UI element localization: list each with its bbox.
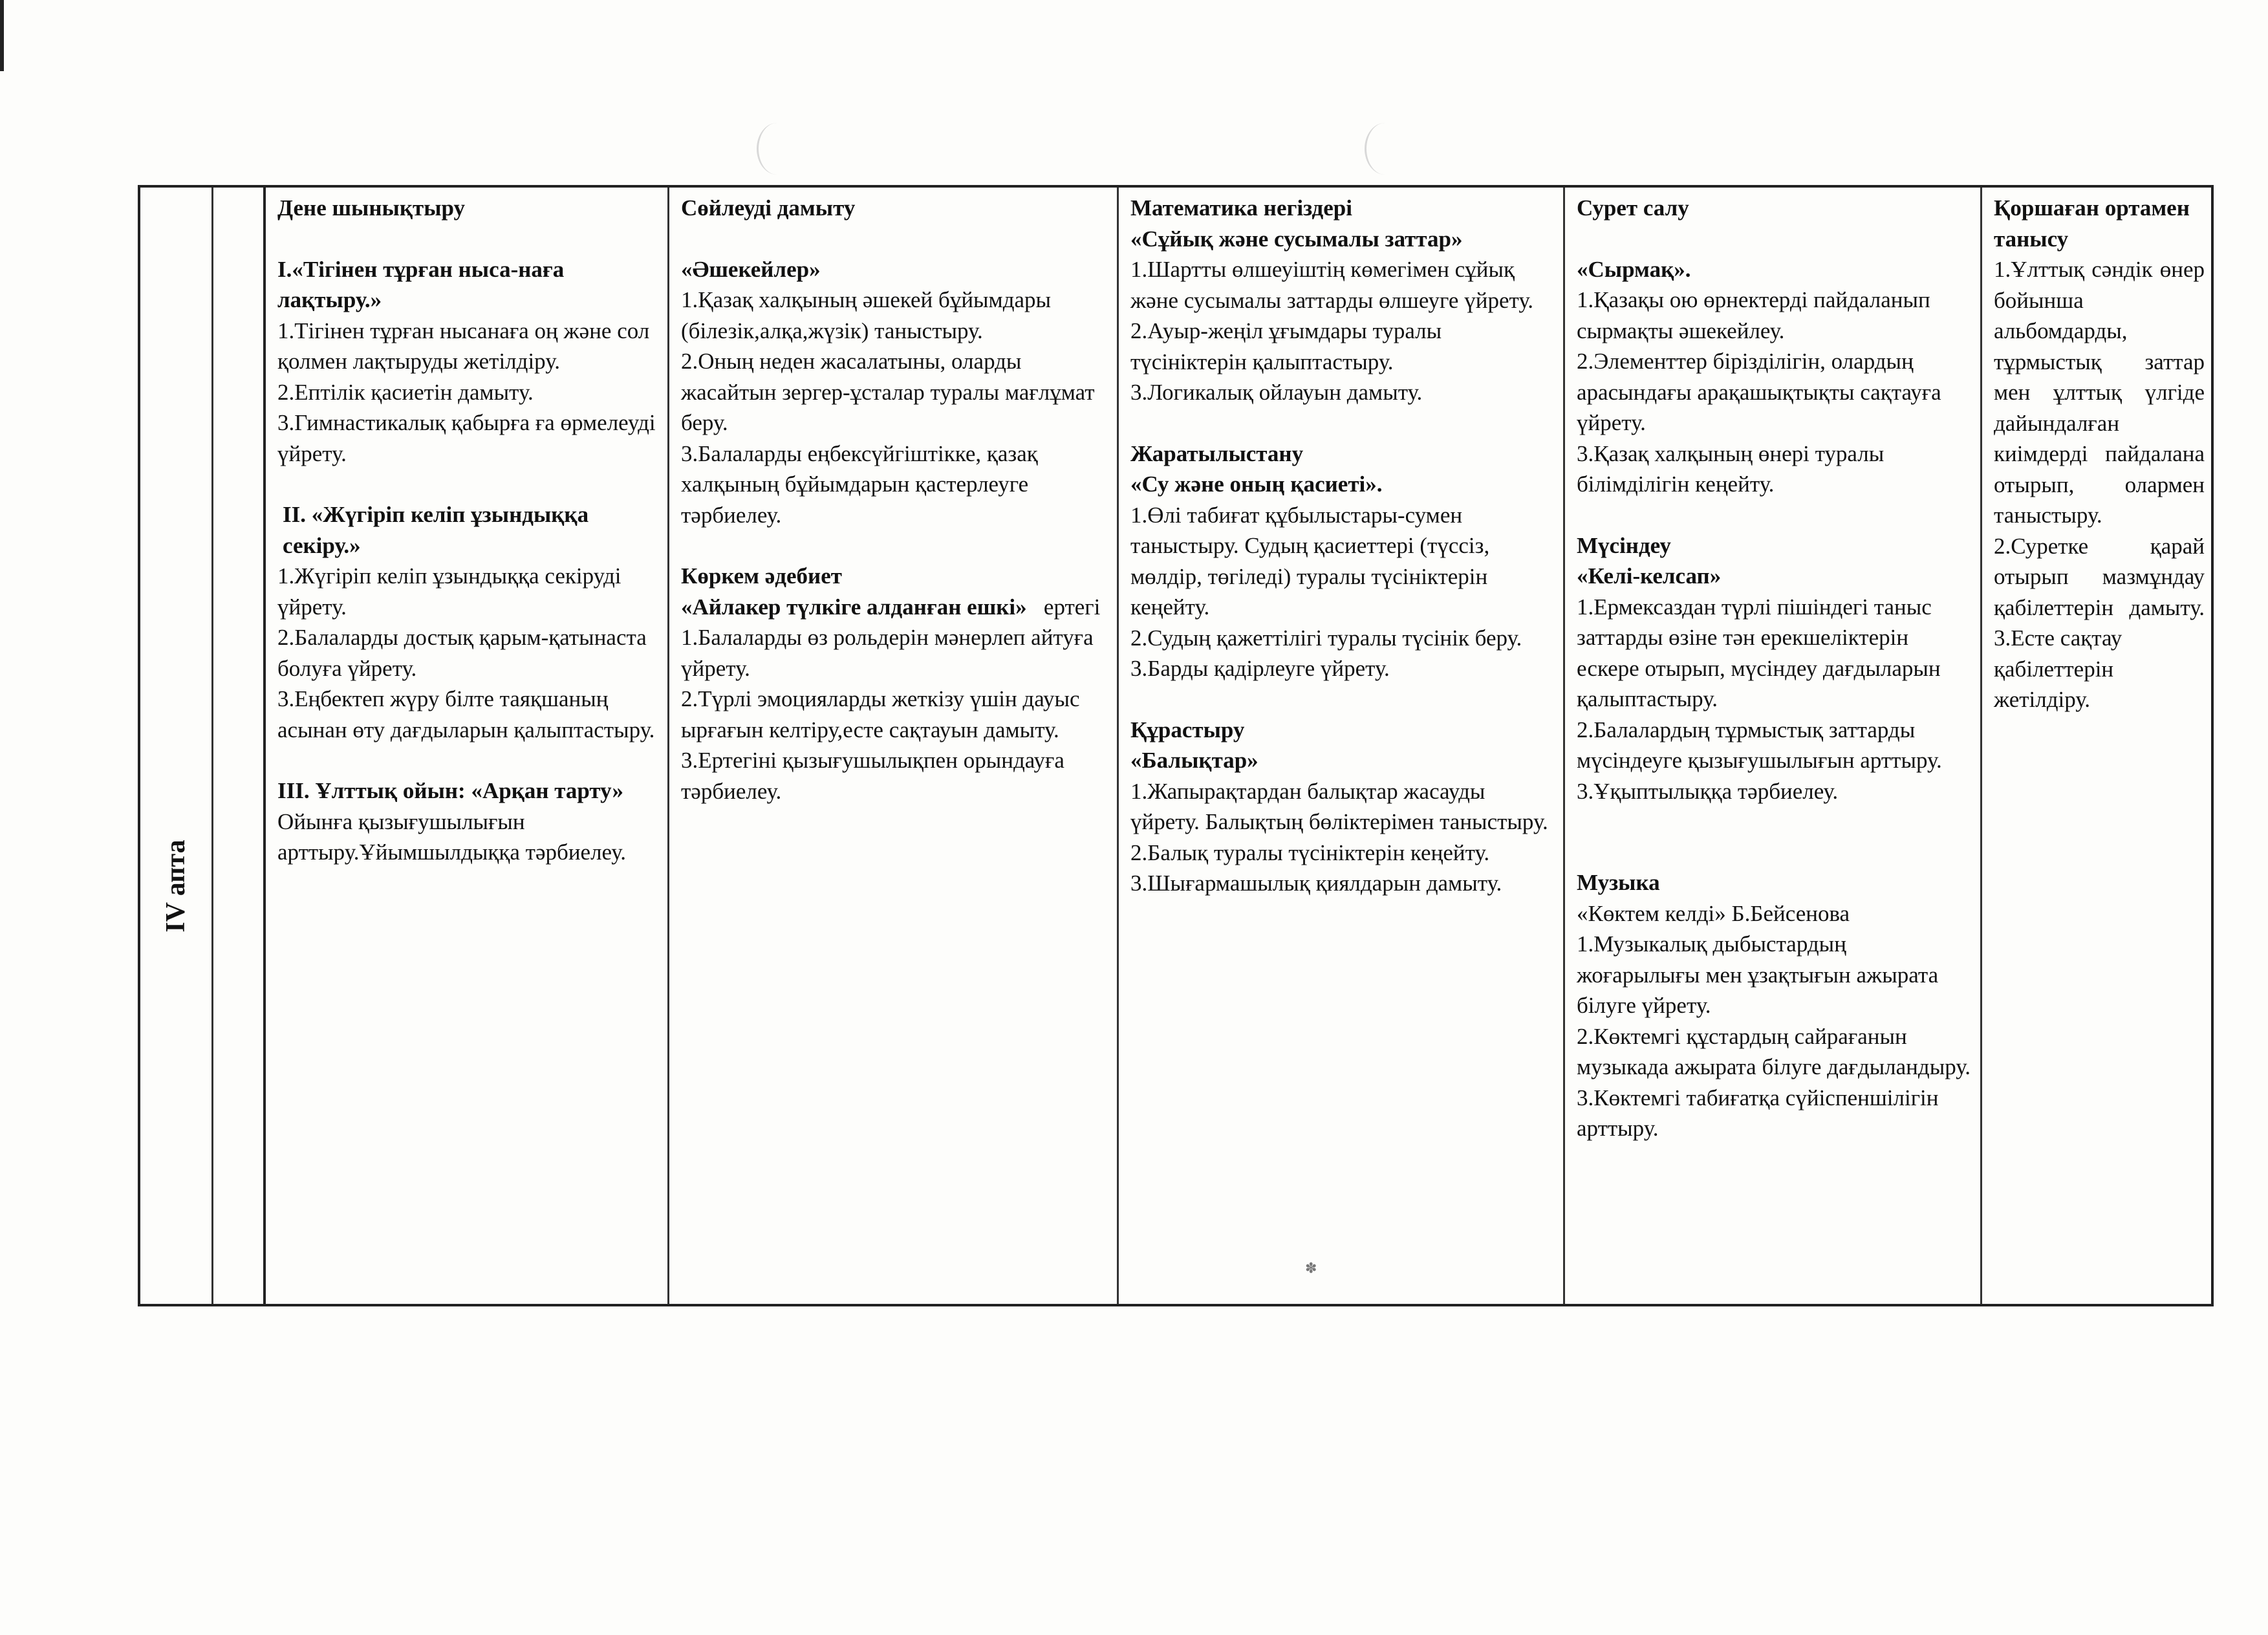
subject-title: Музыка (1577, 870, 1660, 895)
week-column (140, 188, 211, 1304)
goal-item: 2.Суретке қарай отырып мазмұндау қабілеттерін дамыту. (1994, 533, 2205, 620)
activity-title: III. Ұлттық ойын: «Арқан тарту» (277, 778, 624, 803)
goal-item: 3.Есте сақтау қабілеттерін жетілдіру. (1994, 625, 2122, 712)
goal-item: 1.Музыкалық дыбыстардың жоғарылығы мен ұзақтығын ажырата білуге үйрету. (1577, 931, 1939, 1018)
goal-item: 1.Балаларды өз рольдерін мәнерлеп айтуға үйрету. (681, 625, 1094, 681)
goal-item: 2.Ауыр-жеңіл ұғымдары туралы түсініктерін қалыптастыру. (1130, 318, 1442, 374)
subject-title: Сөйлеуді дамыту (681, 195, 856, 221)
subject-title: Құрастыру (1130, 717, 1245, 742)
activity-title: «Әшекейлер» (681, 256, 821, 282)
goal-item: 3.Еңбектеп жүру білте таяқшаның асынан өту дағдыларын қалыптастыру. (277, 686, 655, 742)
activity-title: «Келі-келсап» (1577, 563, 1722, 589)
goal-item: 1.Қазақ халқының әшекей бұйымдары (білезік,алқа,жүзік) таныстыру. (681, 287, 1052, 343)
punch-hole-mark (1365, 123, 1405, 175)
subject-title: Қоршаған ортамен танысу (1994, 195, 2190, 252)
activity-title: «Көктем келді» Б.Бейсенова (1577, 900, 1850, 926)
activity-title: «Сұйық және сусымалы заттар» (1130, 226, 1463, 252)
art-cell (1563, 188, 1980, 1304)
goal-item: 1.Тігінен тұрған нысанаға оң және сол қолмен лақтыруды жетілдіру. (277, 318, 650, 374)
blank-column (211, 188, 263, 1304)
mathematics-cell (1117, 188, 1563, 1304)
subject-title: Дене шынықтыру (277, 195, 466, 221)
activity-title: II. «Жүгіріп келіп ұзындыққа секіру.» (283, 502, 589, 558)
goal-item: 3.Қазақ халқының өнері туралы білімділігін кеңейту. (1577, 440, 1885, 497)
weekly-plan-table (138, 185, 2214, 1306)
activity-title: «Су және оның қасиеті». (1130, 471, 1383, 497)
goal-item: 2.Түрлі эмоцияларды жеткізу үшін дауыс ырғағын келтіру,есте сақтауын дамыту. (681, 686, 1080, 742)
goal-item: 3.Шығармашылық қиялдарын дамыту. (1130, 871, 1502, 896)
goal-item: 1.Қазақы ою өрнектерді пайдаланып сырмақты әшекейлеу. (1577, 287, 1930, 343)
activity-title: «Балықтар» (1130, 748, 1258, 773)
goal-item: 2.Элементтер бірізділігін, олардың арасындағы арақашықтықты сақтауға үйрету. (1577, 349, 1941, 435)
goal-item: 1.Шартты өлшеуіштің көмегімен сұйық және сусымалы заттарды өлшеуге үйрету. (1130, 257, 1534, 313)
goal-item: 1.Ермексаздан түрлі пішіндегі таныс заттарды өзіне тән ерекшеліктерін ескере отырып, мүсіндеу дағдыларын қалыптастыру. (1577, 594, 1941, 711)
speech-development-cell (667, 188, 1117, 1304)
goal-item: 3.Барды қадірлеуге үйрету. (1130, 656, 1390, 681)
subject-title: Математика негіздері (1130, 195, 1352, 221)
goal-item: 3.Ұқыптылыққа тәрбиелеу. (1577, 778, 1839, 804)
goal-item: 1.Ұлттық сәндік өнер бойынша альбомдарды, тұрмыстық заттар мен ұлттық үлгіде дайындалған киімдерді пайдалана отырып, олармен таныстыру. (1994, 257, 2205, 528)
goal-item: 2.Балық туралы түсініктерін кеңейту. (1130, 839, 1490, 865)
goal-item: 2.Судың қажеттілігі туралы түсінік беру. (1130, 625, 1522, 651)
subject-title: Мүсіндеу (1577, 532, 1671, 558)
scan-speck: ✽ (1305, 1260, 1317, 1276)
goal-item: 1.Жүгіріп келіп ұзындыққа секіруді үйрету. (277, 563, 621, 620)
goal-item: 2.Көктемгі құстардың сайрағанын музыкада ажырата білуге дағдыландыру. (1577, 1023, 1971, 1079)
subject-title: Сурет салу (1577, 195, 1689, 221)
activity-title: I.«Тігінен тұрған ныса-наға лақтыру.» (277, 256, 565, 312)
genre-label: ертегі (1043, 594, 1101, 620)
goal-item: 1.Жапырақтардан балықтар жасауды үйрету. Балықтың бөліктерімен таныстыру. (1130, 778, 1548, 834)
punch-hole-mark (757, 123, 797, 175)
goal-item: 3.Ертегіні қызығушылықпен орындауға тәрбиелеу. (681, 748, 1064, 804)
subject-title: Көркем әдебиет (681, 563, 842, 589)
scan-edge-mark (0, 0, 4, 71)
goal-item: 1.Өлі табиғат құбылыстары-сумен таныстыру. Судың қасиеттері (түссіз, мөлдір, төгіледі) туралы түсініктерін кеңейту. (1130, 502, 1490, 620)
activity-title: «Айлакер түлкіге алданған ешкі» (681, 594, 1027, 620)
goal-item: 2.Оның неден жасалатыны, оларды жасайтын зергер-ұсталар туралы мағлұмат беру. (681, 349, 1095, 435)
week-label: IV апта (161, 839, 191, 933)
goal-item: 3.Балаларды еңбексүйгіштікке, қазақ халқының бұйымдарын қастерлеуге тәрбиелеу. (681, 440, 1038, 528)
environment-cell (1980, 188, 2214, 1304)
goal-item: 2.Ептілік қасиетін дамыту. (277, 379, 534, 405)
goal-item: 3.Логикалық ойлауын дамыту. (1130, 380, 1423, 405)
goal-item: Ойынға қызығушылығын арттыру.Ұйымшылдыққа тәрбиелеу. (277, 808, 626, 865)
physical-education-cell (263, 188, 667, 1304)
goal-item: 3.Көктемгі табиғатқа сүйіспеншілігін арттыру. (1577, 1085, 1939, 1141)
subject-title: Жаратылыстану (1130, 440, 1304, 466)
activity-title-line (681, 592, 1108, 623)
goal-item: 2.Балалардың тұрмыстық заттарды мүсіндеуге қызығушылығын арттыру. (1577, 717, 1942, 773)
activity-title: «Сырмақ». (1577, 256, 1691, 282)
goal-item: 2.Балаларды достық қарым-қатынаста болуға үйрету. (277, 625, 647, 681)
goal-item: 3.Гимнастикалық қабырға ға өрмелеуді үйрету. (277, 410, 656, 466)
